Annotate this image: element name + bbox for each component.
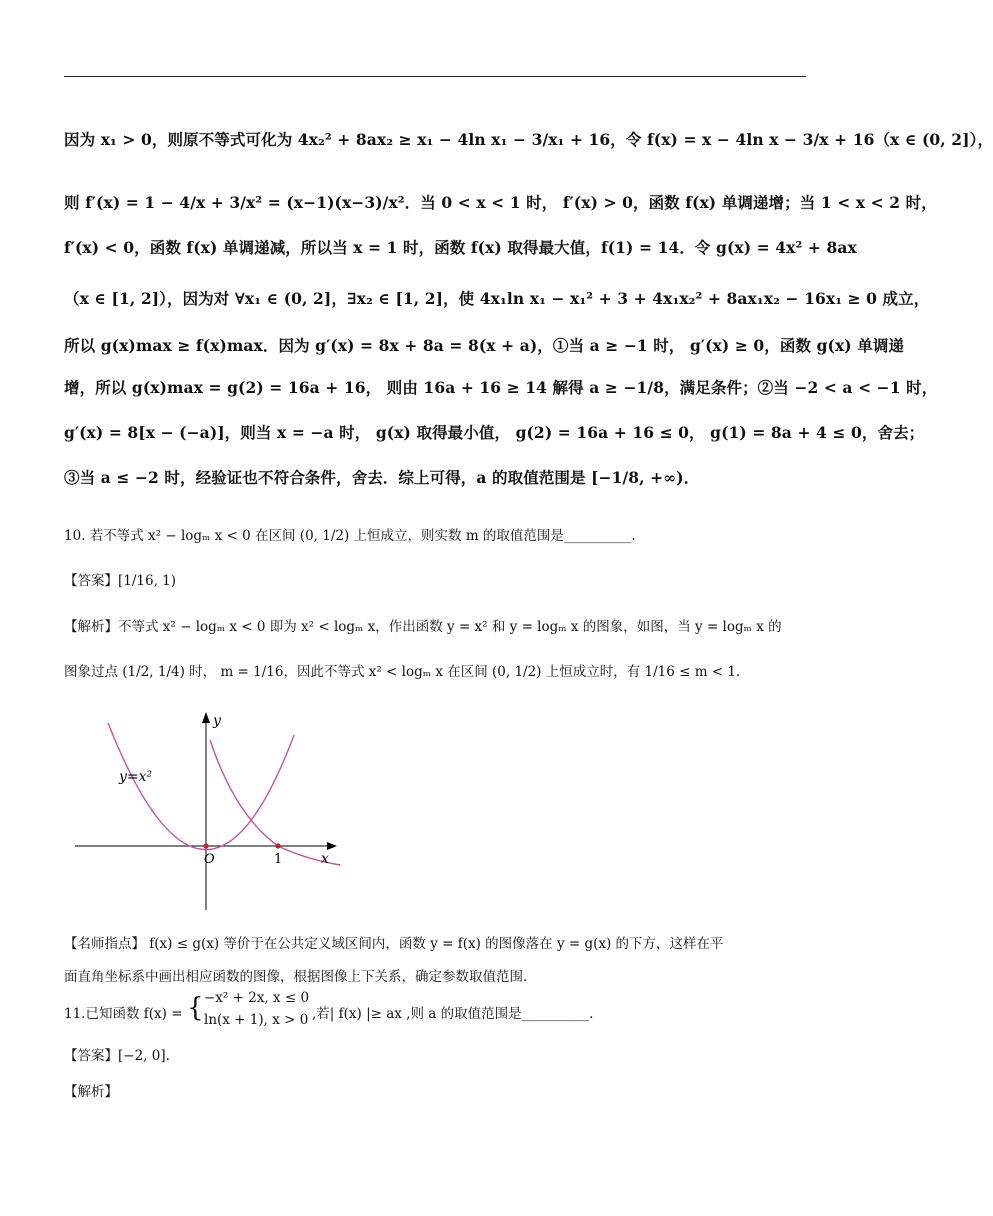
solution-line-6: 增，所以 g(x)max = g(2) = 16a + 16， 则由 16a + 16 ≥ 14 解得 a ≥ −1/8，满足条件；②当 −2 < a < −1 时， [64,378,938,397]
solution-line-5: 所以 g(x)max ≥ f(x)max．因为 g′(x) = 8x + 8a = 8(x + a)，①当 a ≥ −1 时， g′(x) ≥ 0，函数 g(x) 单调递 [64,336,905,355]
x-axis-arrow [327,842,337,850]
function-graph [75,705,350,910]
question-10-text: 10. 若不等式 x² − logₘ x < 0 在区间 (0, 1/2) 上恒成立，则实数 m 的取值范围是__________. [64,528,636,544]
teacher-tip-2: 面直角坐标系中画出相应函数的图像，根据图像上下关系，确定参数取值范围． [64,969,537,985]
origin-label: O [204,852,215,867]
y-axis-label: y [213,713,221,729]
parabola-curve [108,723,294,850]
piecewise-brace: { [187,993,204,1023]
origin-point [203,843,208,848]
teacher-tip-1: 【名师指点】 f(x) ≤ g(x) 等价于在公共定义域区间内，函数 y = f(x) 的图像落在 y = g(x) 的下方，这样在平 [64,936,724,952]
question-10-answer: 【答案】[1/16, 1) [64,573,177,589]
solution-line-3: f′(x) < 0，函数 f(x) 单调递减，所以当 x = 1 时，函数 f(x) 取得最大值，f(1) = 14．令 g(x) = 4x² + 8ax [64,238,857,257]
solution-line-4: （x ∈ [1, 2]），因为对 ∀x₁ ∈ (0, 2]，∃x₂ ∈ [1, 2]，使 4x₁ln x₁ − x₁² + 3 + 4x₁x₂² + 8ax₁x₂ − 16x₁ ≥ 0 成立， [64,289,930,308]
tick-one-label: 1 [274,852,283,867]
question-11-answer: 【答案】[−2, 0]. [64,1048,170,1064]
x-axis-label: x [321,851,329,867]
solution-line-1: 因为 x₁ > 0，则原不等式可化为 4x₂² + 8ax₂ ≥ x₁ − 4ln x₁ − 3/x₁ + 16，令 f(x) = x − 4ln x − 3/x + 16（x ∈ (0, 2]）， [64,130,993,149]
piece-2: ln(x + 1), x > 0 [204,1012,309,1028]
question-11-prefix: 11.已知函数 f(x) = [64,1006,183,1022]
solution-line-2: 则 f′(x) = 1 − 4/x + 3/x² = (x−1)(x−3)/x²．当 0 < x < 1 时， f′(x) > 0，函数 f(x) 单调递增；当 1 < x < 2 时， [64,193,937,212]
curve-label: y=x² [119,769,153,785]
piece-1: −x² + 2x, x ≤ 0 [204,990,310,1006]
point-one [275,843,280,848]
solution-line-7: g′(x) = 8[x − (−a)]，则当 x = −a 时， g(x) 取得最小值， g(2) = 16a + 16 ≤ 0， g(1) = 8a + 4 ≤ 0，舍去； [64,423,925,442]
question-10-analysis-1: 【解析】不等式 x² − logₘ x < 0 即为 x² < logₘ x，作出函数 y = x² 和 y = logₘ x 的图象，如图，当 y = logₘ x 的 [64,619,782,635]
y-axis-arrow [202,712,210,723]
question-10-analysis-2: 图象过点 (1/2, 1/4) 时， m = 1/16，因此不等式 x² < logₘ x 在区间 (0, 1/2) 上恒成立时，有 1/16 ≤ m < 1． [64,664,750,680]
header-rule [64,76,806,77]
question-11-suffix: ,若| f(x) |≥ ax ,则 a 的取值范围是__________. [312,1006,594,1022]
solution-line-8: ③当 a ≤ −2 时，经验证也不符合条件，舍去．综上可得，a 的取值范围是 [−1/8, +∞)． [64,468,700,487]
question-11-analysis: 【解析】 [64,1084,118,1100]
